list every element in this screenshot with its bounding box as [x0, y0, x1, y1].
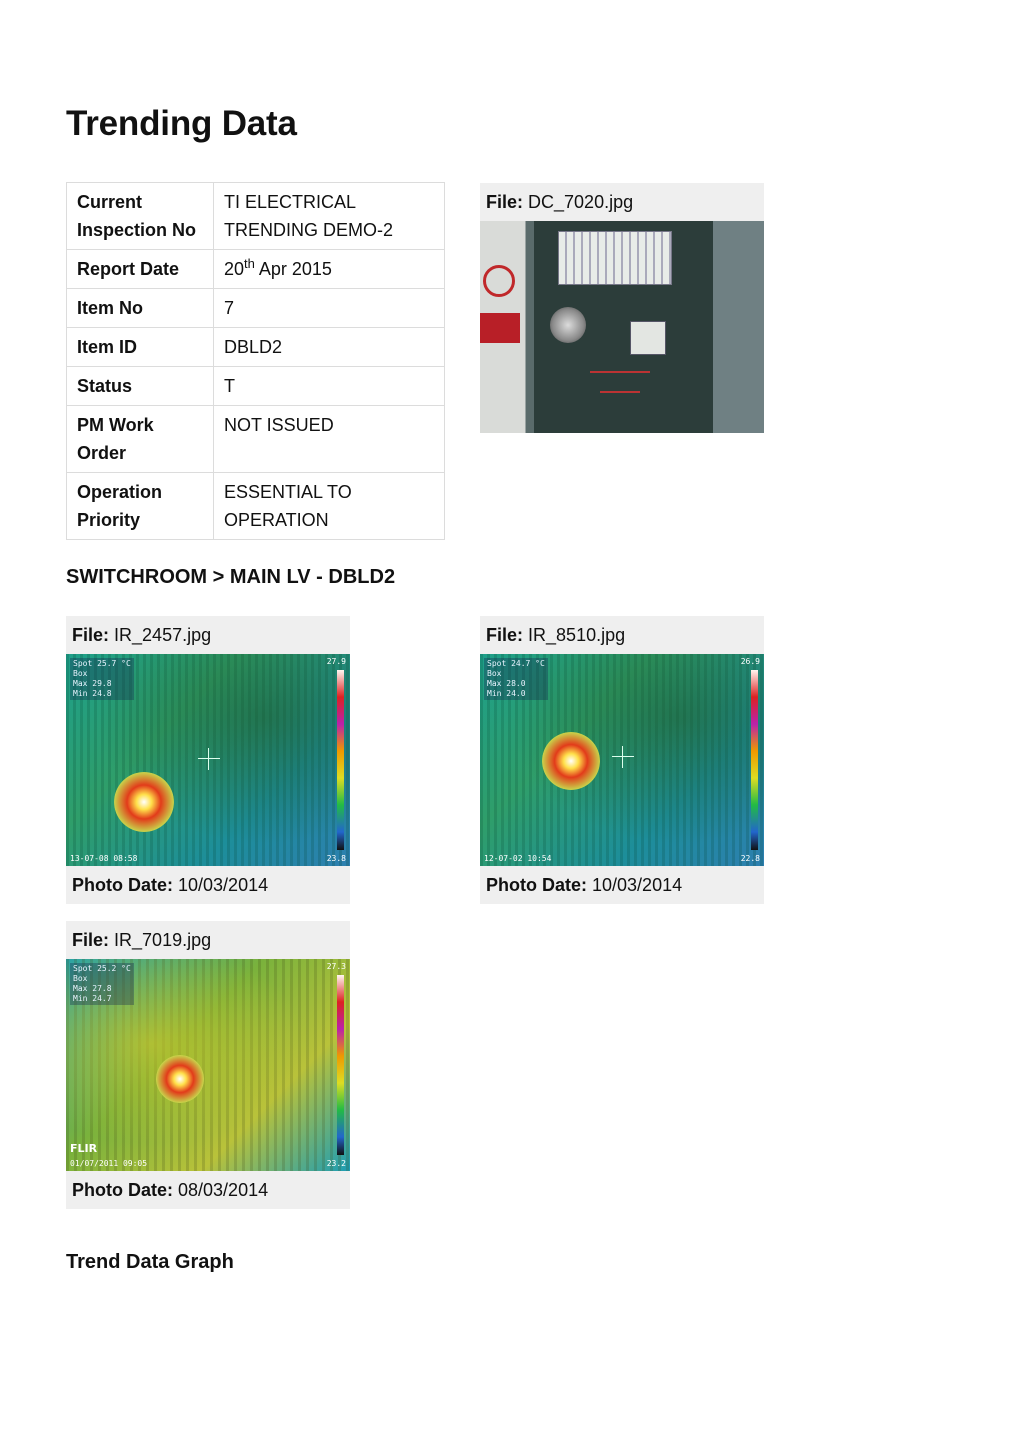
- photo-date-label: Photo Date:: [72, 1180, 173, 1200]
- warning-sign: [480, 313, 520, 343]
- scale-max: 26.9: [740, 657, 760, 666]
- hud-line: Min 24.7: [73, 994, 112, 1003]
- scale-max: 27.9: [326, 657, 346, 666]
- table-row: [67, 406, 445, 473]
- scale-min: 23.2: [326, 1159, 346, 1168]
- row-value: DBLD2: [214, 328, 445, 367]
- photo-date-caption: [66, 866, 350, 904]
- timer-dial: [550, 307, 586, 343]
- hud-line: Spot 25.7 °C: [73, 659, 131, 668]
- table-row: [67, 250, 445, 289]
- hotspot: [114, 772, 174, 832]
- photo-date-label: Photo Date:: [486, 875, 587, 895]
- crosshair-icon: [198, 748, 220, 770]
- row-label: Current Inspection No: [67, 183, 214, 250]
- hud-line: Spot 24.7 °C: [487, 659, 545, 668]
- file-name: IR_7019.jpg: [114, 930, 212, 950]
- hud-line: Box: [73, 669, 88, 678]
- hud-line: Max 29.8: [73, 679, 112, 688]
- photo-date-label: Photo Date:: [72, 875, 173, 895]
- hotspot: [542, 732, 600, 790]
- file-name: IR_8510.jpg: [528, 625, 626, 645]
- timestamp: 12-07-02 10:54: [484, 854, 552, 863]
- wire: [590, 371, 650, 373]
- hud-line: Spot 25.2 °C: [73, 964, 131, 973]
- panel-photo[interactable]: [480, 221, 764, 433]
- file-name: IR_2457.jpg: [114, 625, 212, 645]
- flir-logo: FLIR: [70, 1142, 98, 1155]
- photo-date-value: 10/03/2014: [592, 875, 683, 895]
- hud-line: Box: [73, 974, 88, 983]
- row-label: Operation Priority: [67, 473, 214, 540]
- scale-min: 23.8: [326, 854, 346, 863]
- breaker-row: [558, 231, 672, 285]
- crosshair-icon: [612, 746, 634, 768]
- date-rest: Apr 2015: [258, 259, 332, 279]
- table-row: [67, 367, 445, 406]
- row-label: PM Work Order: [67, 406, 214, 473]
- row-label: Item ID: [67, 328, 214, 367]
- thermal-card: [66, 921, 350, 1209]
- row-value: T: [214, 367, 445, 406]
- row-value: TI ELECTRICAL TRENDING DEMO-2: [214, 183, 445, 250]
- table-row: [67, 328, 445, 367]
- row-label: Report Date: [67, 250, 214, 289]
- date-day: 20: [224, 259, 245, 279]
- thermal-image[interactable]: [66, 654, 350, 866]
- table-row: [67, 183, 445, 250]
- table-row: [67, 473, 445, 540]
- scale-max: 27.3: [326, 962, 346, 971]
- wire: [600, 391, 640, 393]
- photo-date-caption: [480, 866, 764, 904]
- hud-line: Min 24.0: [487, 689, 526, 698]
- hud-line: Box: [487, 669, 502, 678]
- timestamp: 13-07-08 08:58: [70, 854, 138, 863]
- hud-line: Max 27.8: [73, 984, 112, 993]
- prohibition-sign-icon: [483, 265, 515, 297]
- row-value: ESSENTIAL TO OPERATION: [214, 473, 445, 540]
- thermal-image[interactable]: [480, 654, 764, 866]
- measurement-readout: [70, 658, 134, 700]
- thermal-image[interactable]: [66, 959, 350, 1171]
- file-label: File:: [72, 930, 110, 950]
- table-row: [67, 289, 445, 328]
- row-label: Status: [67, 367, 214, 406]
- file-caption: [480, 616, 764, 654]
- hud-line: Max 28.0: [487, 679, 526, 688]
- hotspot: [156, 1055, 204, 1103]
- main-photo-card: [480, 183, 764, 433]
- color-scale: [337, 670, 344, 850]
- contactor: [630, 321, 666, 355]
- file-label: File:: [486, 625, 524, 645]
- date-suffix: th: [244, 256, 255, 271]
- timestamp: 01/07/2011 09:05: [70, 1159, 148, 1168]
- file-caption: [480, 183, 764, 221]
- location-path: SWITCHROOM > MAIN LV - DBLD2: [66, 566, 396, 588]
- inspection-info-table: [66, 182, 445, 540]
- hud-line: Min 24.8: [73, 689, 112, 698]
- file-label: File:: [486, 192, 524, 212]
- row-label: Item No: [67, 289, 214, 328]
- measurement-readout: [70, 963, 134, 1005]
- photo-date-value: 08/03/2014: [178, 1180, 269, 1200]
- file-label: File:: [72, 625, 110, 645]
- row-value: 7: [214, 289, 445, 328]
- file-caption: [66, 921, 350, 959]
- trend-graph-title: Trend Data Graph: [66, 1251, 234, 1273]
- measurement-readout: [484, 658, 548, 700]
- thermal-card: [480, 616, 764, 904]
- row-value: NOT ISSUED: [214, 406, 445, 473]
- scale-min: 22.8: [740, 854, 760, 863]
- report-date-value: [214, 250, 445, 289]
- color-scale: [337, 975, 344, 1155]
- thermal-card: [66, 616, 350, 904]
- page-title: Trending Data: [66, 104, 297, 143]
- photo-date-caption: [66, 1171, 350, 1209]
- photo-date-value: 10/03/2014: [178, 875, 269, 895]
- color-scale: [751, 670, 758, 850]
- file-caption: [66, 616, 350, 654]
- file-name: DC_7020.jpg: [528, 192, 634, 212]
